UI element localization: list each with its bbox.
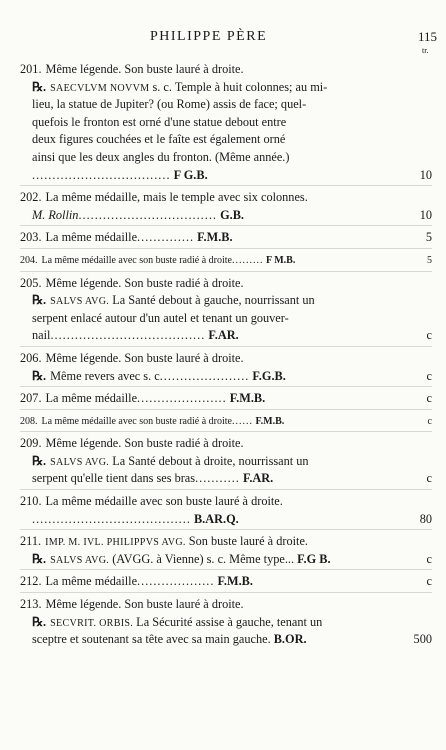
metal-size-ref: B.AR.Q. bbox=[193, 511, 239, 526]
line-text bbox=[32, 311, 289, 325]
line-text bbox=[32, 150, 289, 164]
catalogue-entry bbox=[20, 252, 432, 270]
reverse-symbol: ℞. bbox=[32, 79, 47, 94]
entry-line bbox=[20, 573, 432, 591]
entry-number: 209. bbox=[20, 436, 42, 451]
entry-divider bbox=[20, 248, 432, 249]
entry-line bbox=[20, 493, 432, 511]
line-text bbox=[32, 632, 307, 646]
entry-divider bbox=[20, 529, 432, 530]
description-text: lieu, la statue de Jupiter? (ou Rome) assis de face; quel- bbox=[32, 97, 307, 112]
entry-number: 202. bbox=[20, 190, 42, 205]
description-text: La même médaille bbox=[45, 391, 138, 406]
entry-divider bbox=[20, 346, 432, 347]
entry-line bbox=[20, 435, 432, 453]
entry-line bbox=[20, 390, 432, 408]
description-text: La même médaille, mais le temple avec six colonnes. bbox=[45, 190, 308, 205]
line-text bbox=[32, 168, 208, 182]
legend-inscription: SALVS AVG. bbox=[50, 456, 110, 468]
description-text: La Sécurité assise à gauche, tenant un bbox=[133, 614, 323, 629]
entry-number: 210. bbox=[20, 494, 42, 509]
description-text: s. c. Temple à huit colonnes; au mi- bbox=[149, 79, 328, 94]
catalogue-entry bbox=[20, 533, 432, 568]
line-text bbox=[20, 230, 233, 244]
running-title: PHILIPPE PÈRE bbox=[150, 29, 268, 44]
description-text: deux figures couchées et le faîte est également orné bbox=[32, 132, 286, 147]
description-text: Même revers avec s. c bbox=[50, 368, 160, 383]
entry-line bbox=[20, 229, 432, 247]
catalogue-entry bbox=[20, 189, 432, 224]
entry-line bbox=[20, 470, 432, 488]
metal-size-ref: B.OR. bbox=[273, 632, 307, 647]
catalogue-entry bbox=[20, 275, 432, 345]
leader-dots: ...................................... bbox=[50, 328, 206, 343]
entry-line bbox=[20, 131, 432, 149]
entry-number: 212. bbox=[20, 574, 42, 589]
line-text bbox=[32, 80, 327, 94]
line-text bbox=[20, 574, 253, 588]
reverse-symbol: ℞. bbox=[32, 368, 47, 383]
entry-line bbox=[20, 252, 432, 270]
description-text: La Santé debout à droite, nourrissant un bbox=[109, 453, 309, 468]
entry-line bbox=[20, 292, 432, 310]
leader-dots: ........... bbox=[195, 471, 240, 486]
metal-size-ref: F.M.B. bbox=[255, 415, 285, 427]
catalogue-entry bbox=[20, 573, 432, 591]
reverse-symbol: ℞. bbox=[32, 551, 47, 566]
entry-divider bbox=[20, 225, 432, 226]
price-value: 5 bbox=[427, 254, 432, 266]
entry-line bbox=[20, 596, 432, 614]
catalogue-entry bbox=[20, 229, 432, 247]
price-value: c bbox=[427, 415, 432, 427]
description-text: quefois le fronton est orné d'une statue debout entre bbox=[32, 114, 287, 129]
leader-dots: ...................... bbox=[137, 391, 227, 406]
entry-number: 205. bbox=[20, 275, 42, 290]
entry-divider bbox=[20, 409, 432, 410]
line-text bbox=[20, 255, 295, 266]
leader-dots: ......... bbox=[231, 254, 264, 266]
entry-line bbox=[20, 149, 432, 167]
entry-line bbox=[20, 511, 432, 529]
line-text bbox=[32, 97, 306, 111]
metal-size-ref: F.M.B. bbox=[229, 391, 266, 406]
description-text: serpent enlacé autour d'un autel et tenant un gouver- bbox=[32, 310, 289, 325]
entry-line bbox=[20, 551, 432, 569]
entry-number: 204. bbox=[20, 254, 38, 266]
description-text: La Santé debout à gauche, nourrissant un bbox=[109, 293, 315, 308]
description-text: Même légende. Son buste lauré à droite. bbox=[45, 62, 244, 76]
entry-divider bbox=[20, 431, 432, 432]
line-text bbox=[20, 534, 308, 548]
price-value: c bbox=[426, 574, 432, 589]
page-number: 115 bbox=[418, 29, 438, 44]
line-text bbox=[32, 328, 239, 342]
description-text: La même médaille avec son buste lauré à droite. bbox=[45, 494, 283, 509]
catalogue-entries bbox=[20, 61, 432, 649]
line-text bbox=[32, 512, 239, 526]
description-text: Même légende. Son buste radié à droite. bbox=[45, 436, 244, 451]
leader-dots: .............. bbox=[137, 230, 195, 245]
legend-inscription: SALVS AVG. bbox=[50, 554, 110, 566]
catalogue-entry bbox=[20, 413, 432, 431]
leader-dots: ................... bbox=[137, 574, 215, 589]
entry-line bbox=[20, 327, 432, 345]
line-text bbox=[32, 471, 273, 485]
metal-size-ref: F M.B. bbox=[265, 254, 296, 266]
entry-number: 211. bbox=[20, 534, 42, 549]
legend-inscription: SECVRIT. ORBIS. bbox=[50, 617, 134, 629]
entry-line bbox=[20, 167, 432, 185]
description-text: nail bbox=[32, 328, 51, 343]
description-text: Même légende. Son buste radié à droite. bbox=[45, 275, 244, 290]
description-text: La même médaille bbox=[45, 574, 138, 589]
entry-line bbox=[20, 368, 432, 386]
line-text bbox=[32, 552, 331, 566]
price-value: c bbox=[426, 328, 432, 343]
leader-dots: ...... bbox=[231, 415, 253, 427]
entry-divider bbox=[20, 386, 432, 387]
metal-size-ref: F.AR. bbox=[208, 328, 239, 343]
line-text bbox=[32, 132, 285, 146]
metal-size-ref: F.M.B. bbox=[197, 230, 233, 245]
reverse-symbol: ℞. bbox=[32, 293, 47, 308]
entry-number: 208. bbox=[20, 415, 38, 427]
entry-line bbox=[20, 614, 432, 632]
entry-number: 207. bbox=[20, 391, 42, 406]
line-text bbox=[20, 597, 244, 611]
price-value: c bbox=[426, 551, 432, 566]
description-text: La même médaille bbox=[45, 230, 138, 245]
metal-size-ref: F G.B. bbox=[173, 167, 208, 182]
metal-size-ref: F.G.B. bbox=[252, 368, 286, 383]
description-text: ainsi que les deux angles du fronton. (Même année.) bbox=[32, 149, 290, 164]
line-text bbox=[32, 208, 244, 222]
entry-divider bbox=[20, 569, 432, 570]
description-text: La même médaille avec son buste radié à droite bbox=[41, 254, 232, 266]
metal-size-ref: G.B. bbox=[220, 207, 244, 222]
catalogue-entry bbox=[20, 390, 432, 408]
catalogue-entry bbox=[20, 493, 432, 528]
entry-line bbox=[20, 275, 432, 293]
line-text bbox=[20, 276, 244, 290]
line-text bbox=[20, 62, 244, 76]
description-text: Son buste lauré à droite. bbox=[185, 534, 308, 549]
line-text bbox=[32, 369, 286, 383]
entry-divider bbox=[20, 592, 432, 593]
entry-line bbox=[20, 350, 432, 368]
legend-inscription: SALVS AVG. bbox=[50, 296, 110, 308]
collection-name: M. Rollin bbox=[32, 207, 79, 222]
entry-number: 213. bbox=[20, 597, 42, 612]
catalogue-entry bbox=[20, 61, 432, 184]
reverse-symbol: ℞. bbox=[32, 614, 47, 629]
entry-line bbox=[20, 189, 432, 207]
description-text: La même médaille avec son buste radié à droite bbox=[41, 415, 232, 427]
entry-line bbox=[20, 207, 432, 225]
entry-divider bbox=[20, 271, 432, 272]
description-text: sceptre et soutenant sa tête avec sa main gauche. bbox=[32, 632, 271, 647]
entry-number: 203. bbox=[20, 230, 42, 245]
metal-size-ref: F.M.B. bbox=[217, 574, 253, 589]
description-text: Même légende. Son buste lauré à droite. bbox=[45, 350, 244, 365]
entry-number: 206. bbox=[20, 350, 42, 365]
price-value: 10 bbox=[419, 167, 432, 182]
entry-line bbox=[20, 79, 432, 97]
price-value: c bbox=[426, 471, 432, 486]
page-header bbox=[0, 29, 446, 55]
entry-divider bbox=[20, 185, 432, 186]
price-value: 500 bbox=[413, 632, 432, 647]
line-text bbox=[20, 391, 265, 405]
entry-line bbox=[20, 310, 432, 328]
price-value: c bbox=[426, 391, 432, 406]
price-value: 5 bbox=[425, 230, 432, 245]
entry-line bbox=[20, 96, 432, 114]
leader-dots: ...................... bbox=[159, 368, 250, 383]
catalogue-entry bbox=[20, 435, 432, 488]
reverse-symbol: ℞. bbox=[32, 453, 47, 468]
entry-divider bbox=[20, 489, 432, 490]
page-number-sub: tr. bbox=[422, 46, 429, 55]
line-text bbox=[32, 293, 315, 307]
entry-line bbox=[20, 61, 432, 79]
metal-size-ref: F.G B. bbox=[297, 551, 331, 566]
entry-line bbox=[20, 533, 432, 551]
legend-inscription: SAECVLVM NOVVM bbox=[50, 82, 150, 94]
price-value: c bbox=[426, 368, 432, 383]
leader-dots: .................................. bbox=[32, 167, 171, 182]
line-text bbox=[20, 351, 244, 365]
line-text bbox=[32, 615, 322, 629]
line-text bbox=[20, 416, 284, 427]
description-text: (AVGG. à Vienne) s. c. Même type... bbox=[109, 551, 295, 566]
leader-dots: ....................................... bbox=[32, 511, 191, 526]
legend-inscription: IMP. M. IVL. PHILIPPVS AVG. bbox=[45, 537, 186, 549]
entry-line bbox=[20, 114, 432, 132]
line-text bbox=[20, 494, 283, 508]
description-text: serpent qu'elle tient dans ses bras bbox=[32, 471, 196, 486]
leader-dots: .................................. bbox=[78, 207, 217, 222]
entry-line bbox=[20, 413, 432, 431]
line-text bbox=[32, 115, 286, 129]
line-text bbox=[20, 190, 308, 204]
description-text: Même légende. Son buste lauré à droite. bbox=[45, 597, 244, 612]
catalogue-entry bbox=[20, 350, 432, 385]
line-text bbox=[32, 454, 309, 468]
price-value: 80 bbox=[419, 511, 432, 526]
line-text bbox=[20, 436, 244, 450]
price-value: 10 bbox=[419, 207, 432, 222]
catalogue-entry bbox=[20, 596, 432, 649]
entry-line bbox=[20, 453, 432, 471]
metal-size-ref: F.AR. bbox=[242, 471, 274, 486]
entry-number: 201. bbox=[20, 62, 42, 76]
entry-line bbox=[20, 631, 432, 649]
